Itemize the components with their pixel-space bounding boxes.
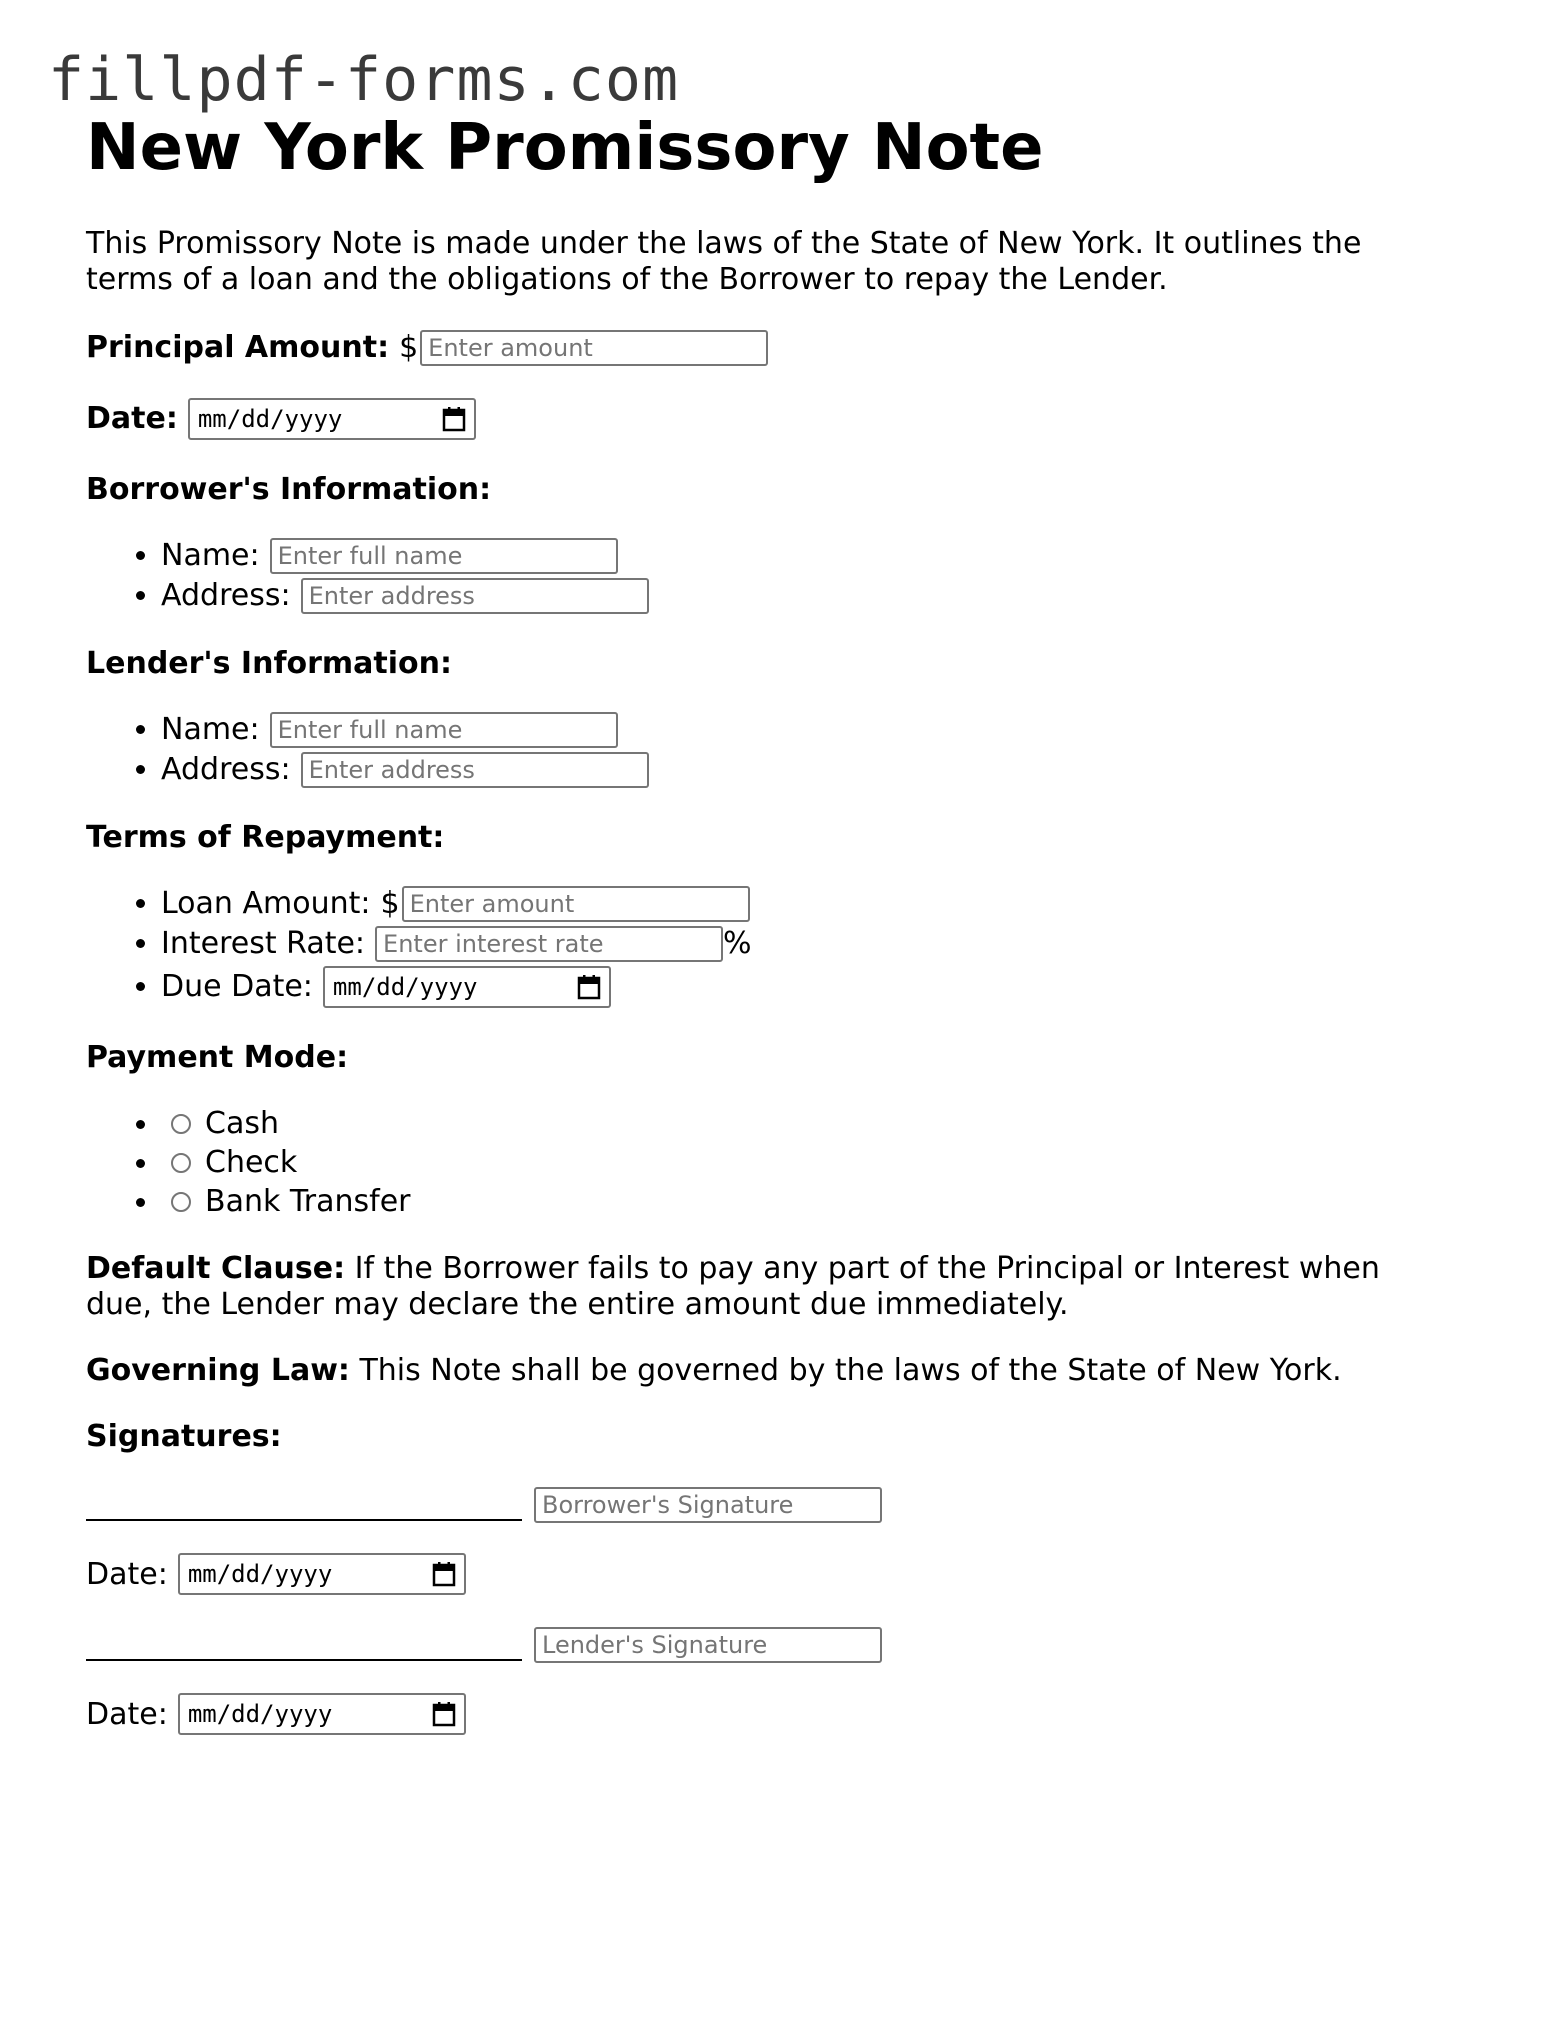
borrower-name-label: • Name: bbox=[161, 538, 260, 573]
default-clause bbox=[86, 1251, 1426, 1323]
lender-heading: Lender's Information: bbox=[86, 646, 452, 681]
date-placeholder: mm/dd/yyyy bbox=[332, 973, 478, 1001]
lender-address-input[interactable] bbox=[301, 752, 649, 788]
radio-cash[interactable] bbox=[171, 1114, 191, 1134]
date-label: Date: bbox=[86, 1556, 168, 1592]
list-item bbox=[161, 886, 1486, 922]
borrower-address-input[interactable] bbox=[301, 578, 649, 614]
list-item bbox=[161, 578, 1486, 614]
borrower-signature-input[interactable] bbox=[534, 1487, 882, 1523]
governing-law-label: Governing Law: bbox=[86, 1353, 350, 1388]
payment-mode-heading: Payment Mode: bbox=[86, 1040, 349, 1075]
default-clause-label: Default Clause: bbox=[86, 1251, 346, 1286]
percent-symbol: % bbox=[723, 926, 752, 961]
list-item bbox=[161, 538, 1486, 574]
currency-symbol: $ bbox=[399, 330, 419, 365]
lender-signature-date-row bbox=[86, 1693, 1486, 1735]
payment-mode-list bbox=[86, 1106, 1486, 1221]
date-row bbox=[86, 398, 1486, 440]
list-item bbox=[161, 752, 1486, 788]
intro-text: This Promissory Note is made under the laws of the State of New York. It outlines the terms of a loan and the obligations of the Borrower to repay the Lender. bbox=[86, 226, 1362, 297]
borrower-info-list bbox=[86, 538, 1486, 614]
date-label: Date: bbox=[86, 401, 178, 436]
signature-line bbox=[86, 1629, 522, 1661]
principal-amount-label: Principal Amount: bbox=[86, 330, 390, 365]
loan-amount-label: • Loan Amount: bbox=[161, 886, 371, 921]
date-placeholder: mm/dd/yyyy bbox=[187, 1560, 333, 1588]
borrower-address-label: • Address: bbox=[161, 578, 291, 613]
lender-address-label: • Address: bbox=[161, 752, 291, 787]
list-item bbox=[161, 926, 1486, 962]
lender-info-list bbox=[86, 712, 1486, 788]
radio-check[interactable] bbox=[171, 1153, 191, 1173]
lender-name-label: • Name: bbox=[161, 712, 260, 747]
date-placeholder: mm/dd/yyyy bbox=[187, 1700, 333, 1728]
principal-amount-input[interactable] bbox=[420, 330, 768, 366]
payment-option-label: • Check bbox=[205, 1145, 298, 1180]
list-item bbox=[161, 1145, 1486, 1182]
radio-bank-transfer[interactable] bbox=[171, 1192, 191, 1212]
governing-law-text: This Note shall be governed by the laws of the State of New York. bbox=[349, 1353, 1342, 1388]
borrower-name-input[interactable] bbox=[270, 538, 618, 574]
watermark: fillpdf-forms.com bbox=[48, 45, 680, 115]
borrower-signature-row bbox=[86, 1487, 1486, 1523]
governing-law bbox=[86, 1353, 1426, 1389]
lender-signature-row bbox=[86, 1627, 1486, 1663]
borrower-heading: Borrower's Information: bbox=[86, 472, 492, 507]
lender-signature-input[interactable] bbox=[534, 1627, 882, 1663]
list-item bbox=[161, 1184, 1486, 1221]
signature-line bbox=[86, 1489, 522, 1521]
calendar-icon[interactable] bbox=[577, 974, 601, 1000]
payment-option-label: • Cash bbox=[205, 1106, 279, 1141]
loan-amount-input[interactable] bbox=[402, 886, 750, 922]
borrower-signature-date-row bbox=[86, 1553, 1486, 1595]
page-title: New York Promissory Note bbox=[86, 111, 1044, 185]
default-clause-text: If the Borrower fails to pay any part of the Principal or Interest when due, the Lender may declare the entire amount due immediately. bbox=[86, 1251, 1380, 1322]
borrower-signature-date-input[interactable] bbox=[178, 1553, 466, 1595]
list-item bbox=[161, 966, 1486, 1008]
list-item bbox=[161, 712, 1486, 748]
due-date-label: • Due Date: bbox=[161, 969, 313, 1004]
interest-rate-input[interactable] bbox=[375, 926, 723, 962]
principal-amount-row bbox=[86, 330, 1486, 366]
currency-symbol: $ bbox=[380, 886, 400, 921]
due-date-input[interactable] bbox=[323, 966, 611, 1008]
terms-list bbox=[86, 886, 1486, 1008]
date-input[interactable] bbox=[188, 398, 476, 440]
promissory-note-form bbox=[86, 108, 1486, 1735]
lender-signature-date-input[interactable] bbox=[178, 1693, 466, 1735]
signatures-heading: Signatures: bbox=[86, 1419, 282, 1454]
lender-name-input[interactable] bbox=[270, 712, 618, 748]
interest-rate-label: • Interest Rate: bbox=[161, 926, 366, 961]
list-item bbox=[161, 1106, 1486, 1143]
calendar-icon[interactable] bbox=[432, 1701, 456, 1727]
date-label: Date: bbox=[86, 1696, 168, 1732]
terms-heading: Terms of Repayment: bbox=[86, 820, 445, 855]
calendar-icon[interactable] bbox=[432, 1561, 456, 1587]
date-placeholder: mm/dd/yyyy bbox=[197, 405, 343, 433]
payment-option-label: • Bank Transfer bbox=[205, 1184, 411, 1219]
calendar-icon[interactable] bbox=[442, 406, 466, 432]
